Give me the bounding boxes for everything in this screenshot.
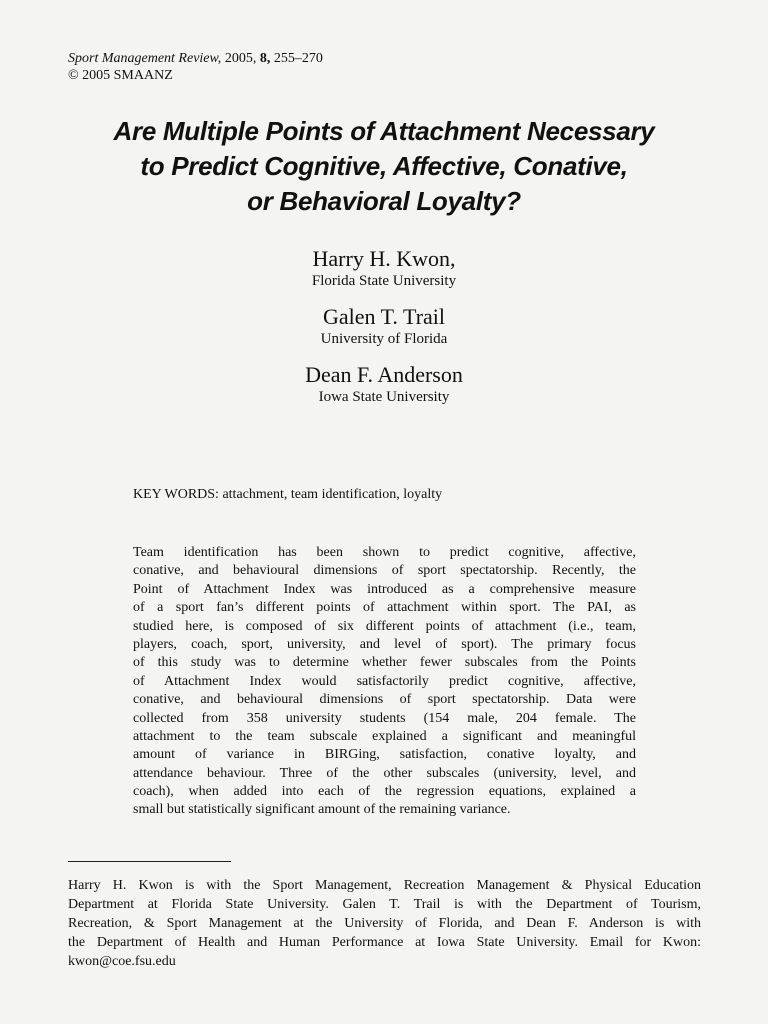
journal-year: 2005, (221, 51, 260, 66)
author-affiliation: Iowa State University (318, 389, 450, 405)
author-name: Harry H. Kwon, (312, 246, 456, 271)
abstract-line: players, coach, sport, university, and level of sport). The primary focus (133, 636, 636, 652)
journal-name: Sport Management Review, (68, 51, 222, 66)
footnote-line: Department at Florida State University. Galen T. Trail is with the Department of Tourism, (68, 897, 701, 912)
abstract-line: Team identification has been shown to predict cognitive, affective, (133, 545, 636, 560)
copyright-line: © 2005 SMAANZ (68, 68, 173, 83)
abstract-line: collected from 358 university students (154 male, 204 female. The (133, 710, 636, 726)
journal-volume: 8, (259, 51, 271, 66)
keywords: KEY WORDS: attachment, team identification, loyalty (133, 487, 443, 502)
abstract-line: of this study was to determine whether fewer subscales from the Points (133, 655, 636, 671)
author-footnote (68, 876, 701, 971)
footnote-divider (68, 861, 231, 862)
abstract-line: attendance behaviour. Three of the other subscales (university, level, and (133, 765, 636, 781)
footnote-line: Harry H. Kwon is with the Sport Management, Recreation Management & Physical Education (68, 878, 701, 893)
footnote-line: the Department of Health and Human Performance at Iowa State University. Email for Kwon: (68, 935, 701, 950)
abstract-line: coach), when added into each of the regression equations, explained a (133, 784, 636, 800)
journal-citation (68, 50, 323, 67)
author-block (0, 246, 768, 290)
footnote-email: kwon@coe.fsu.edu (68, 954, 176, 969)
author-affiliation: Florida State University (311, 273, 457, 289)
author-block (0, 304, 768, 348)
journal-header (68, 50, 323, 84)
title-line: or Behavioral Loyalty? (247, 186, 521, 216)
author-list (0, 246, 768, 420)
journal-pages: 255–270 (270, 51, 323, 66)
abstract-line: Point of Attachment Index was introduced as a comprehensive measure (133, 581, 636, 597)
abstract (133, 544, 636, 820)
paper-title (40, 114, 728, 219)
author-affiliation: University of Florida (320, 331, 448, 347)
abstract-line: of a sport fan’s different points of attachment within sport. The PAI, as (133, 600, 636, 616)
abstract-line: conative, and behavioural dimensions of sport spectatorship. Recently, the (133, 563, 636, 579)
abstract-line: small but statistically significant amount of the remaining variance. (133, 802, 511, 818)
author-name: Galen T. Trail (322, 304, 446, 329)
abstract-line: of Attachment Index would satisfactorily predict cognitive, affective, (133, 673, 636, 689)
abstract-line: amount of variance in BIRGing, satisfaction, conative loyalty, and (133, 747, 636, 763)
author-name: Dean F. Anderson (305, 362, 463, 387)
abstract-line: attachment to the team subscale explained a significant and meaningful (133, 728, 636, 744)
abstract-line: studied here, is composed of six different points of attachment (i.e., team, (133, 618, 636, 634)
abstract-line: conative, and behavioural dimensions of sport spectatorship. Data were (133, 692, 636, 708)
footnote-line: Recreation, & Sport Management at the University of Florida, and Dean F. Anderson is with (68, 916, 701, 931)
author-block (0, 362, 768, 406)
title-line: Are Multiple Points of Attachment Necessary (113, 116, 655, 146)
title-line: to Predict Cognitive, Affective, Conative, (140, 151, 628, 181)
